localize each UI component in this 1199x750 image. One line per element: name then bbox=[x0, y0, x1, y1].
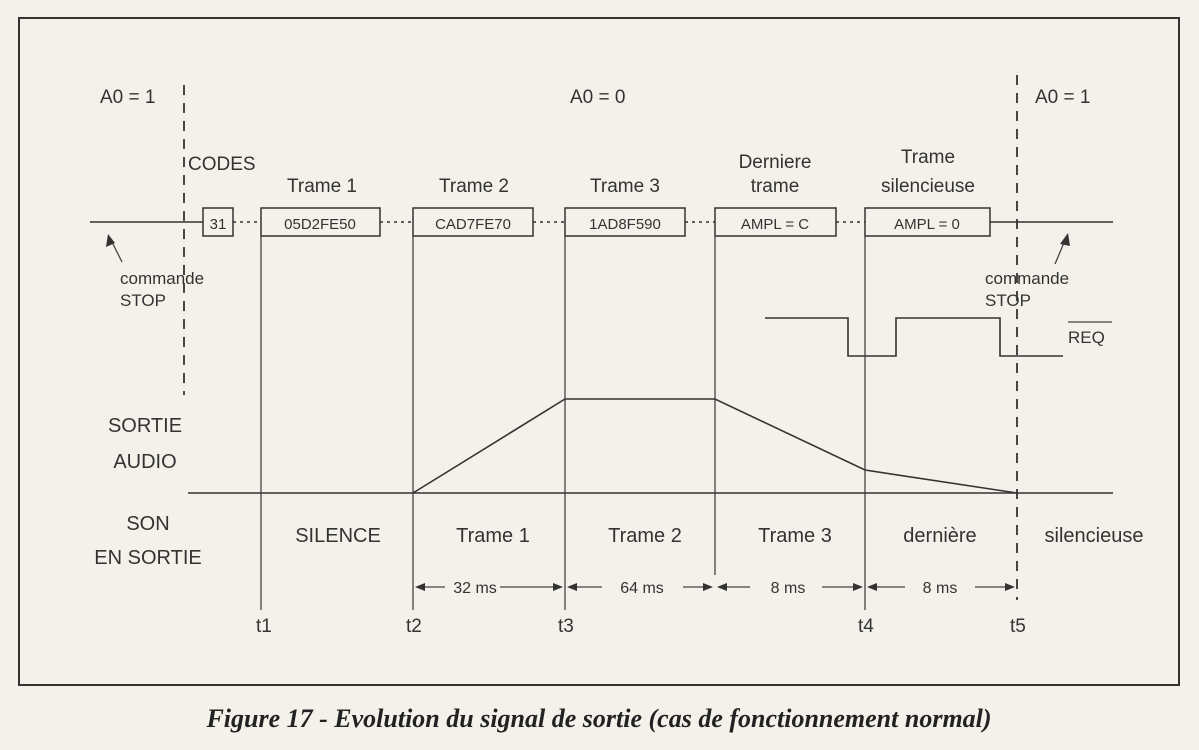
dur4-right-head bbox=[1005, 583, 1015, 591]
sortie-audio-line2: AUDIO bbox=[113, 451, 177, 473]
duration-64ms: 64 ms bbox=[620, 580, 664, 597]
derniere-header-line1: Derniere bbox=[738, 152, 812, 173]
duration-8ms-a: 8 ms bbox=[770, 580, 806, 597]
dur3-right-head bbox=[853, 583, 863, 591]
dur1-left-head bbox=[415, 583, 425, 591]
derniere-header-line2: trame bbox=[750, 176, 800, 197]
duration-arrows bbox=[415, 580, 1015, 597]
dur1-right-head bbox=[553, 583, 563, 591]
code-box-trame3-text: 1AD8F590 bbox=[589, 216, 661, 233]
trame2-header: Trame 2 bbox=[438, 176, 510, 197]
duration-32ms: 32 ms bbox=[453, 580, 497, 597]
code-box-trame2-text: CAD7FE70 bbox=[435, 216, 511, 233]
time-mark-t5: t5 bbox=[1010, 616, 1026, 637]
sortie-audio-line1: SORTIE bbox=[107, 415, 183, 437]
req-label: REQ bbox=[1068, 328, 1105, 347]
trame3-header: Trame 3 bbox=[589, 176, 661, 197]
stop-right-line2: STOP bbox=[985, 291, 1031, 310]
dur3-left-head bbox=[717, 583, 727, 591]
son-en-sortie-line1: SON bbox=[126, 513, 170, 535]
silencieuse-header-line1: Trame bbox=[900, 147, 956, 168]
figure-caption: Figure 17 - Evolution du signal de sortie (cas de fonctionnement normal) bbox=[206, 704, 992, 733]
duration-8ms-b: 8 ms bbox=[922, 580, 958, 597]
son-section-silencieuse: silencieuse bbox=[1044, 525, 1144, 547]
a0-right-label: A0 = 1 bbox=[1035, 87, 1091, 108]
code-box-31-text: 31 bbox=[209, 216, 227, 233]
time-mark-t4: t4 bbox=[858, 616, 874, 637]
silencieuse-header-line2: silencieuse bbox=[881, 176, 975, 197]
stop-left-line2: STOP bbox=[120, 291, 166, 310]
stop-right-line1: commande bbox=[985, 269, 1070, 288]
son-section-derniere: dernière bbox=[903, 525, 977, 547]
code-box-silencieuse-text: AMPL = 0 bbox=[894, 216, 960, 233]
req-signal bbox=[765, 318, 1063, 356]
son-section-trame3: Trame 3 bbox=[758, 525, 832, 547]
time-mark-t1: t1 bbox=[256, 616, 272, 637]
stop-left-line1: commande bbox=[120, 269, 205, 288]
son-section-trame2: Trame 2 bbox=[608, 525, 682, 547]
dur4-left-head bbox=[867, 583, 877, 591]
a0-left-label: A0 = 1 bbox=[100, 87, 156, 108]
dur2-right-head bbox=[703, 583, 713, 591]
time-mark-t2: t2 bbox=[406, 616, 422, 637]
son-en-sortie-line2: EN SORTIE bbox=[94, 547, 202, 569]
a0-mid-label: A0 = 0 bbox=[570, 87, 626, 108]
son-section-silence: SILENCE bbox=[295, 525, 381, 547]
son-section-trame1: Trame 1 bbox=[456, 525, 530, 547]
code-box-derniere-text: AMPL = C bbox=[740, 216, 810, 233]
code-box-trame1-text: 05D2FE50 bbox=[284, 216, 356, 233]
dur2-left-head bbox=[567, 583, 577, 591]
trame1-header: Trame 1 bbox=[286, 176, 358, 197]
time-mark-t3: t3 bbox=[558, 616, 574, 637]
codes-label: CODES bbox=[188, 154, 256, 175]
stop-right-arrow-head bbox=[1060, 233, 1070, 246]
